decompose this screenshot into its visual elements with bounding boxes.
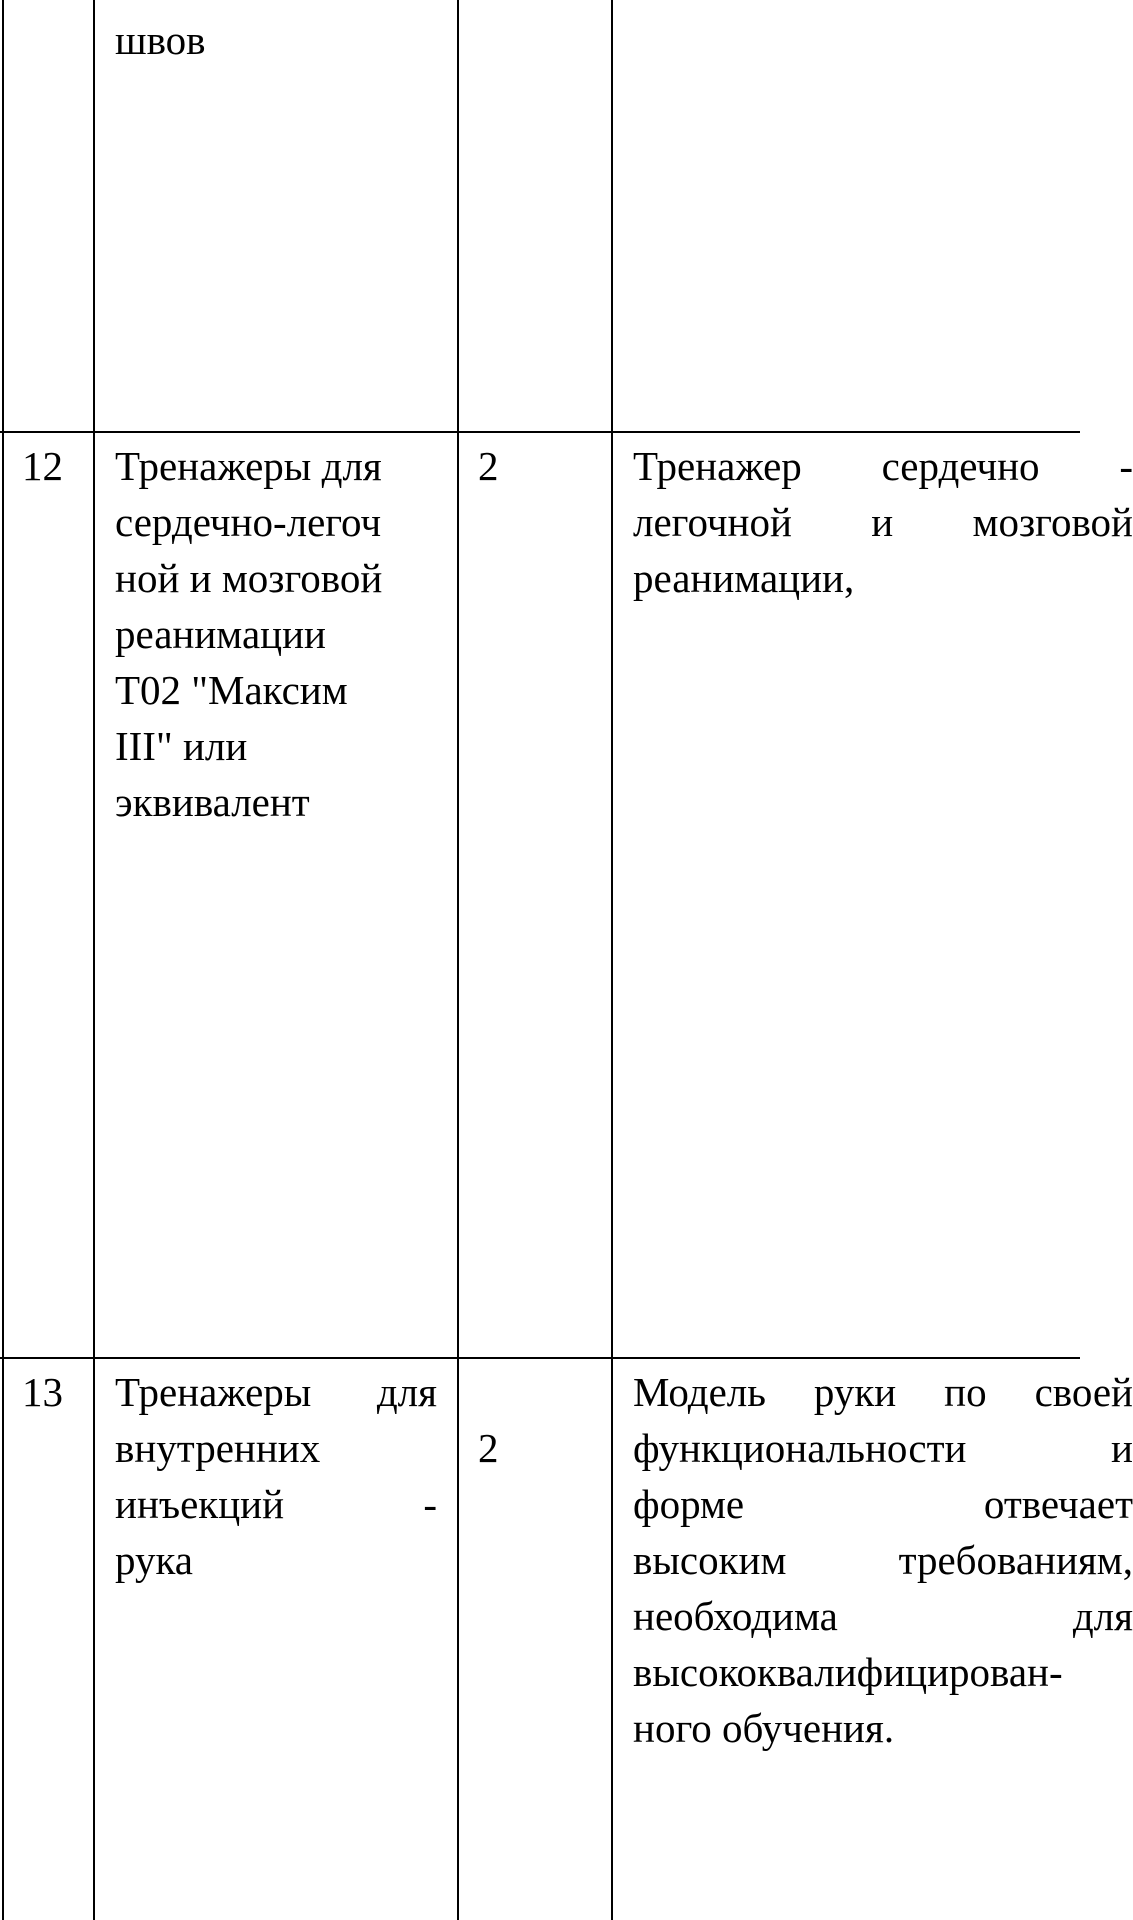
row-12-quantity: 2 [478,443,499,489]
cell-text: Модель руки по своей [633,1369,1133,1415]
row-13-description [633,1364,1133,1756]
column-divider [611,0,613,1920]
cell-text: внутренних [115,1425,321,1471]
cell-text: Т02 "Максим [115,667,348,713]
cell-text: реанимации, [633,555,855,601]
cell-text: форме отвечает [633,1481,1133,1527]
row-divider [0,431,1080,433]
cell-text: эквивалент [115,779,310,825]
cell-text: III" или [115,723,248,769]
cell-text: ного обучения. [633,1705,895,1751]
cell-text: реанимации [115,611,326,657]
cell-text: ной и мозговой [115,555,383,601]
cell-text: Тренажеры для [115,443,382,489]
cell-text: сердечно-легоч [115,499,382,545]
row-divider [0,1357,1080,1359]
cell-text: швов [115,17,206,63]
table-row-continued-name [115,12,206,68]
cell-text: высококвалифицирован- [633,1649,1063,1695]
cell-text: инъекций - [115,1481,437,1527]
row-13-number: 13 [22,1369,63,1415]
cell-text: Тренажеры для [115,1369,437,1415]
cell-text: рука [115,1537,193,1583]
column-divider [457,0,459,1920]
table-border-left [2,0,4,1920]
row-13-name [115,1364,437,1588]
column-divider [93,0,95,1920]
row-12-number: 12 [22,443,63,489]
cell-text: высоким требованиям, [633,1537,1133,1583]
cell-text: функциональности и [633,1425,1133,1471]
cell-text: Тренажер сердечно - [633,443,1133,489]
row-13-quantity: 2 [478,1425,499,1471]
cell-text: необходима для [633,1593,1133,1639]
row-12-name [115,438,382,830]
cell-text: легочной и мозговой [633,499,1133,545]
row-12-description [633,438,1133,606]
